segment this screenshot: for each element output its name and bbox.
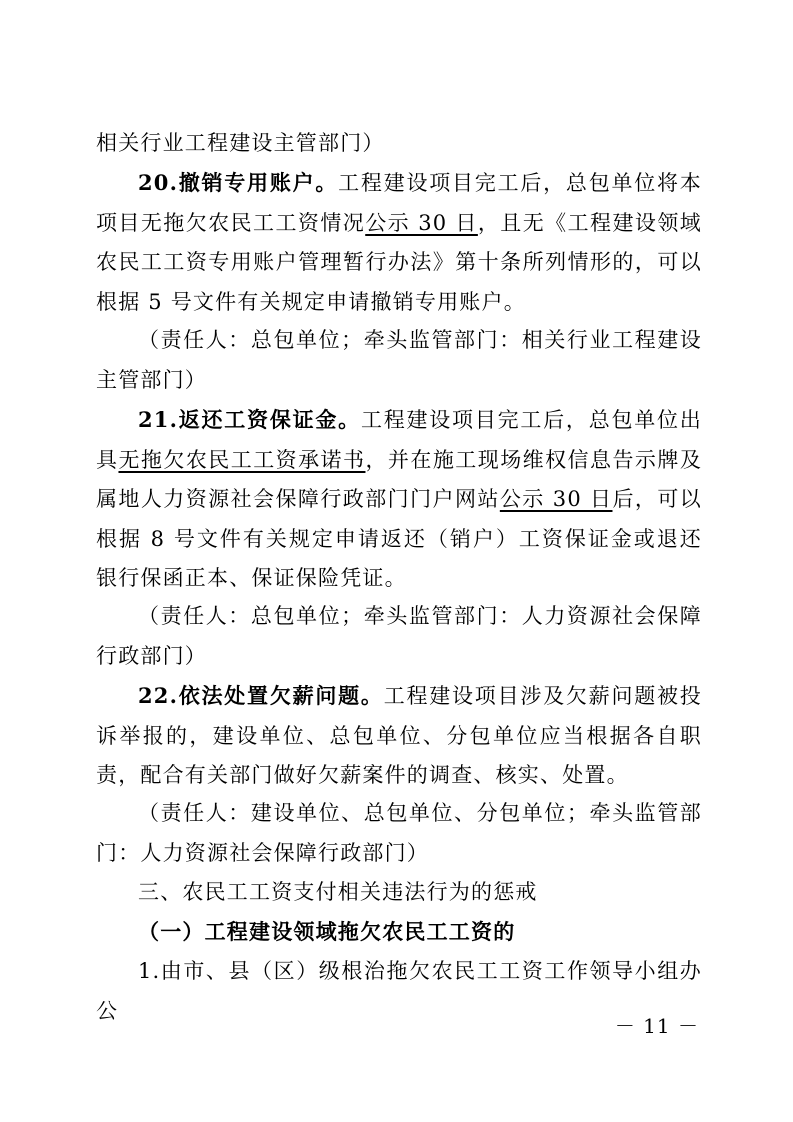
- paragraph-continuation: 相关行业工程建设主管部门）: [96, 131, 385, 155]
- item-21-text-2: ，并在施工现场维权信息告示牌及属地人力资源社会保障行政部门门户网站: [96, 447, 703, 511]
- item-21-text-3: 后，可以根据 8 号文件有关规定申请返还（销户）工资保证金或退还银行保函正本、保证保险凭证。: [96, 487, 702, 590]
- item-21-paragraph: [96, 400, 702, 599]
- item-21-title: 21.返还工资保证金。: [138, 407, 361, 432]
- item-1-paragraph: 1.由市、县（区）级根治拖欠农民工工资工作领导小组办公: [96, 959, 702, 1023]
- item-22-responsibility: （责任人：建设单位、总包单位、分包单位；牵头监管部门：人力资源社会保障行政部门）: [96, 801, 702, 865]
- item-21-responsibility: （责任人：总包单位；牵头监管部门：人力资源社会保障行政部门）: [96, 604, 702, 668]
- item-21-underline-1: 无拖欠农民工工资承诺书: [118, 447, 366, 472]
- item-20-title: 20.撤销专用账户。: [138, 170, 339, 195]
- item-21-text-1: 工程建设项目完工后，总包单位出具: [96, 408, 703, 472]
- item-22-paragraph: [96, 676, 702, 796]
- item-22-text-1: 工程建设项目涉及欠薪问题被投诉举报的，建设单位、总包单位、分包单位应当根据各自职责，配合有关部门做好欠薪案件的调查、核实、处置。: [96, 684, 702, 787]
- item-21-underline-2: 公示 30 日: [499, 487, 613, 511]
- item-20-text-2: ，且无《工程建设领域农民工工资专用账户管理暂行办法》第十条所列情形的，可以根据 5 号文件有关规定申请撤销专用账户。: [96, 210, 702, 314]
- item-22-title: 22.依法处置欠薪问题。: [138, 683, 384, 708]
- section-heading: 三、农民工工资支付相关违法行为的惩戒: [138, 880, 538, 904]
- page-number: － 11 －: [614, 1014, 699, 1038]
- item-20-text-1: 工程建设项目完工后，总包单位将本项目无拖欠农民工工资情况: [96, 171, 702, 235]
- subsection-heading: （一）工程建设领域拖欠农民工工资的: [138, 919, 516, 944]
- item-20-underline-1: 公示 30 日: [365, 210, 478, 235]
- item-20-responsibility: （责任人：总包单位；牵头监管部门：相关行业工程建设主管部门）: [96, 328, 702, 392]
- item-20-paragraph: [96, 163, 702, 322]
